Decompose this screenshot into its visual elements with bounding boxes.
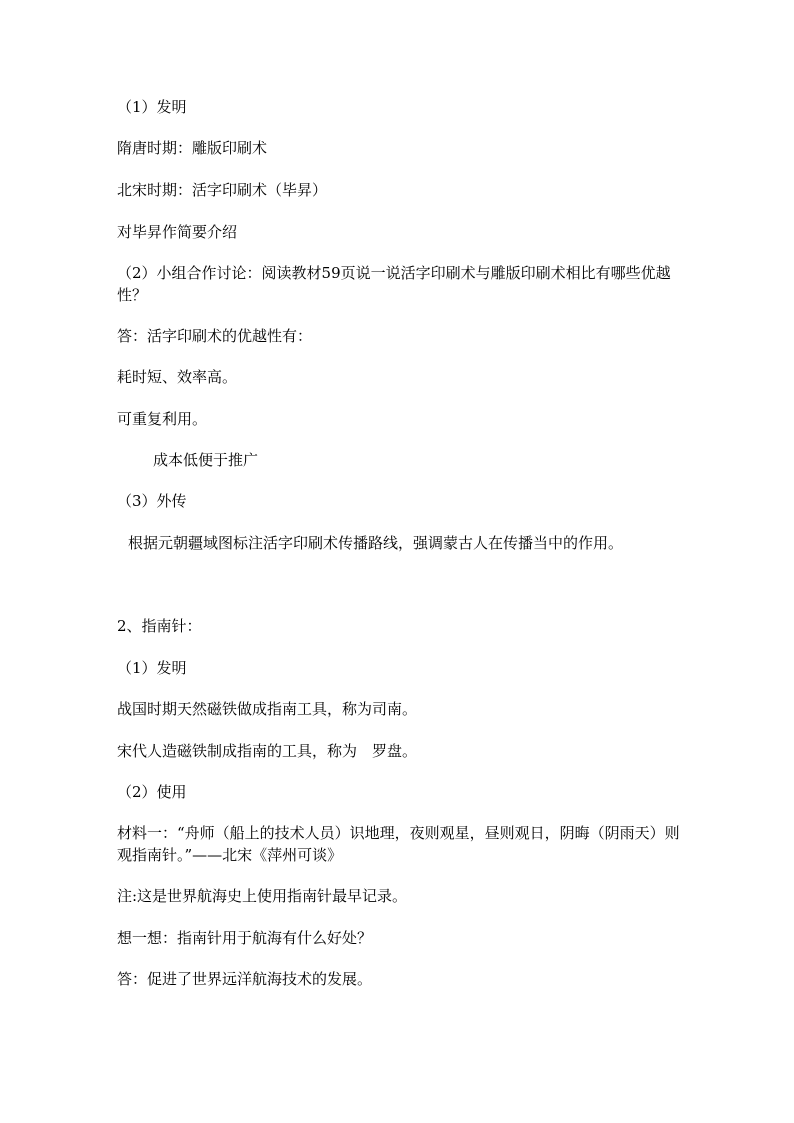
text-line: 北宋时期：活字印刷术（毕昇）	[117, 181, 328, 199]
text-line: （1）发明	[117, 659, 187, 677]
text-paragraph: （2）小组合作讨论：阅读教材59页说一说活字印刷术与雕版印刷术相比有哪些优越性？	[117, 264, 671, 304]
text-paragraph: 材料一：“舟师（船上的技术人员）识地理，夜则观星，昼则观日，阴晦（阴雨天）则观指南针。”——北宋《萍州可谈》	[117, 824, 680, 864]
text-line: （1）发明	[117, 98, 187, 116]
text-line: 成本低便于推广	[153, 451, 259, 469]
text-line: 答：促进了世界远洋航海技术的发展。	[117, 970, 373, 988]
section-heading: 2、指南针：	[117, 617, 202, 635]
text-line: 想一想：指南针用于航海有什么好处？	[117, 929, 373, 947]
text-line: 注:这是世界航海史上使用指南针最早记录。	[117, 887, 408, 905]
text-line: 答：活字印刷术的优越性有：	[117, 327, 313, 345]
text-line: 战国时期天然磁铁做成指南工具，称为司南。	[117, 700, 418, 718]
text-line: 宋代人造磁铁制成指南的工具，称为 罗盘。	[117, 742, 418, 760]
text-line: 隋唐时期：雕版印刷术	[117, 139, 268, 157]
text-line: （2）使用	[117, 783, 187, 801]
text-line: 对毕昇作简要介绍	[117, 223, 238, 241]
text-line: 根据元朝疆域图标注活字印刷术传播路线，强调蒙古人在传播当中的作用。	[128, 534, 624, 552]
text-line: 可重复利用。	[117, 410, 208, 428]
text-line: （3）外传	[117, 492, 187, 510]
text-line: 耗时短、效率高。	[117, 368, 238, 386]
